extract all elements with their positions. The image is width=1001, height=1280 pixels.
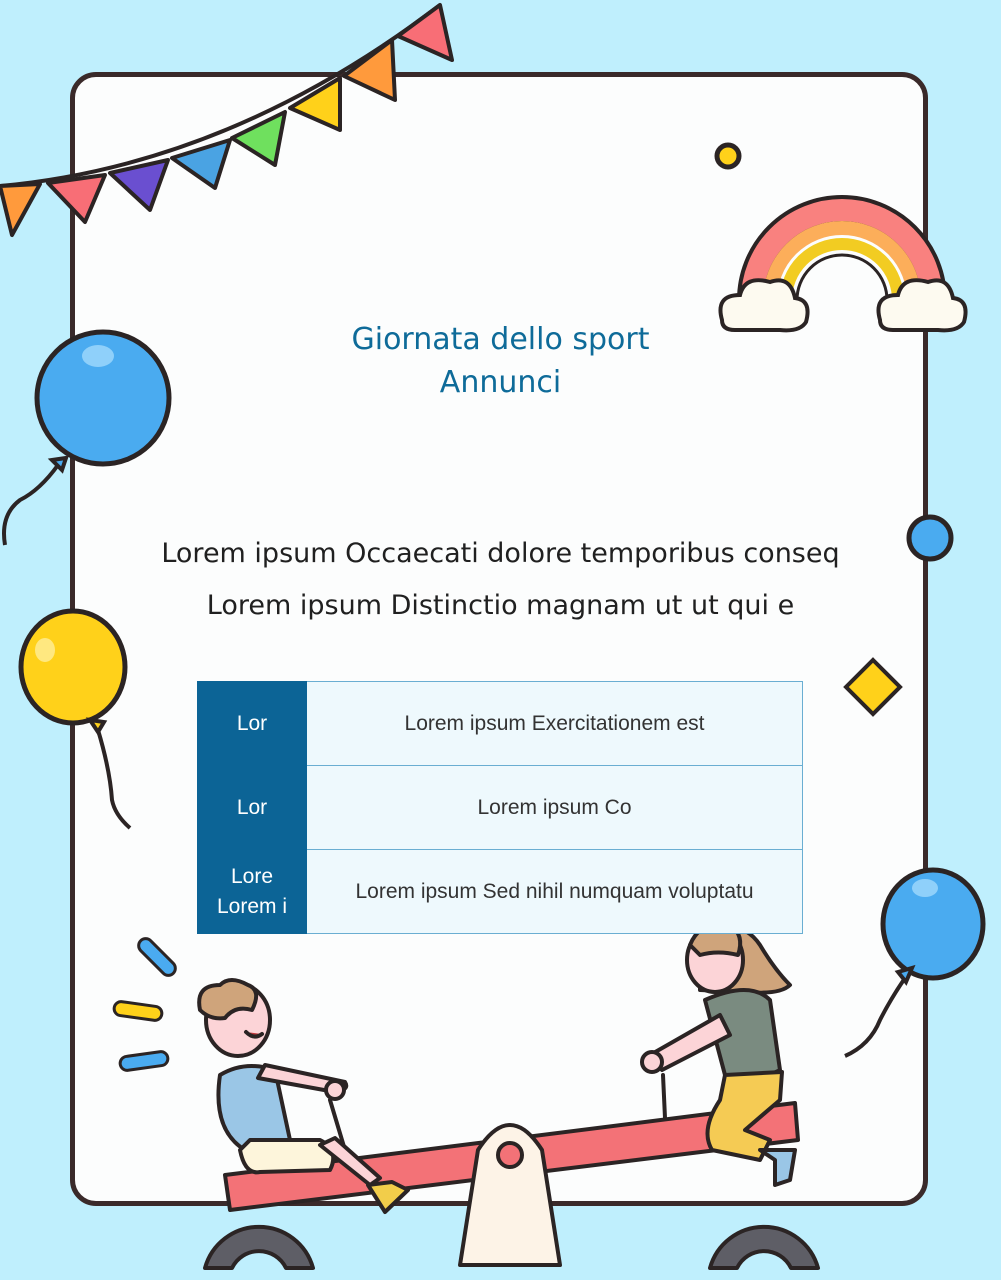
- table-key-cell: [198, 850, 307, 934]
- table-key-cell: Lor: [198, 682, 307, 766]
- diamond-icon: [846, 660, 900, 714]
- table-key-line-1: Lore: [230, 864, 274, 888]
- page-title: [0, 318, 1001, 404]
- balloon-yellow-icon: [21, 611, 130, 828]
- table-row: [198, 850, 803, 934]
- bunting-icon: [0, 5, 452, 235]
- balloon-blue-right-icon: [845, 870, 983, 1056]
- table-value-cell: Lorem ipsum Exercitationem est: [307, 682, 803, 766]
- title-line-2: Annunci: [439, 365, 562, 400]
- table-value-cell: Lorem ipsum Co: [307, 766, 803, 850]
- confetti-icon: [113, 936, 178, 1071]
- table-row: [198, 682, 803, 766]
- table-key-line-2: Lorem i: [216, 894, 288, 918]
- title-line-1: Giornata dello sport: [351, 322, 650, 357]
- info-table: [197, 681, 803, 934]
- dot-icon: [717, 145, 739, 167]
- table-value-cell: Lorem ipsum Sed nihil numquam voluptatu: [307, 850, 803, 934]
- table-key-cell: Lor: [198, 766, 307, 850]
- table-row: [198, 766, 803, 850]
- rainbow-icon: [720, 210, 965, 330]
- body-line-1: Lorem ipsum Occaecati dolore temporibus conseq: [161, 538, 840, 569]
- body-line-2: Lorem ipsum Distinctio magnam ut ut qui e: [206, 590, 795, 621]
